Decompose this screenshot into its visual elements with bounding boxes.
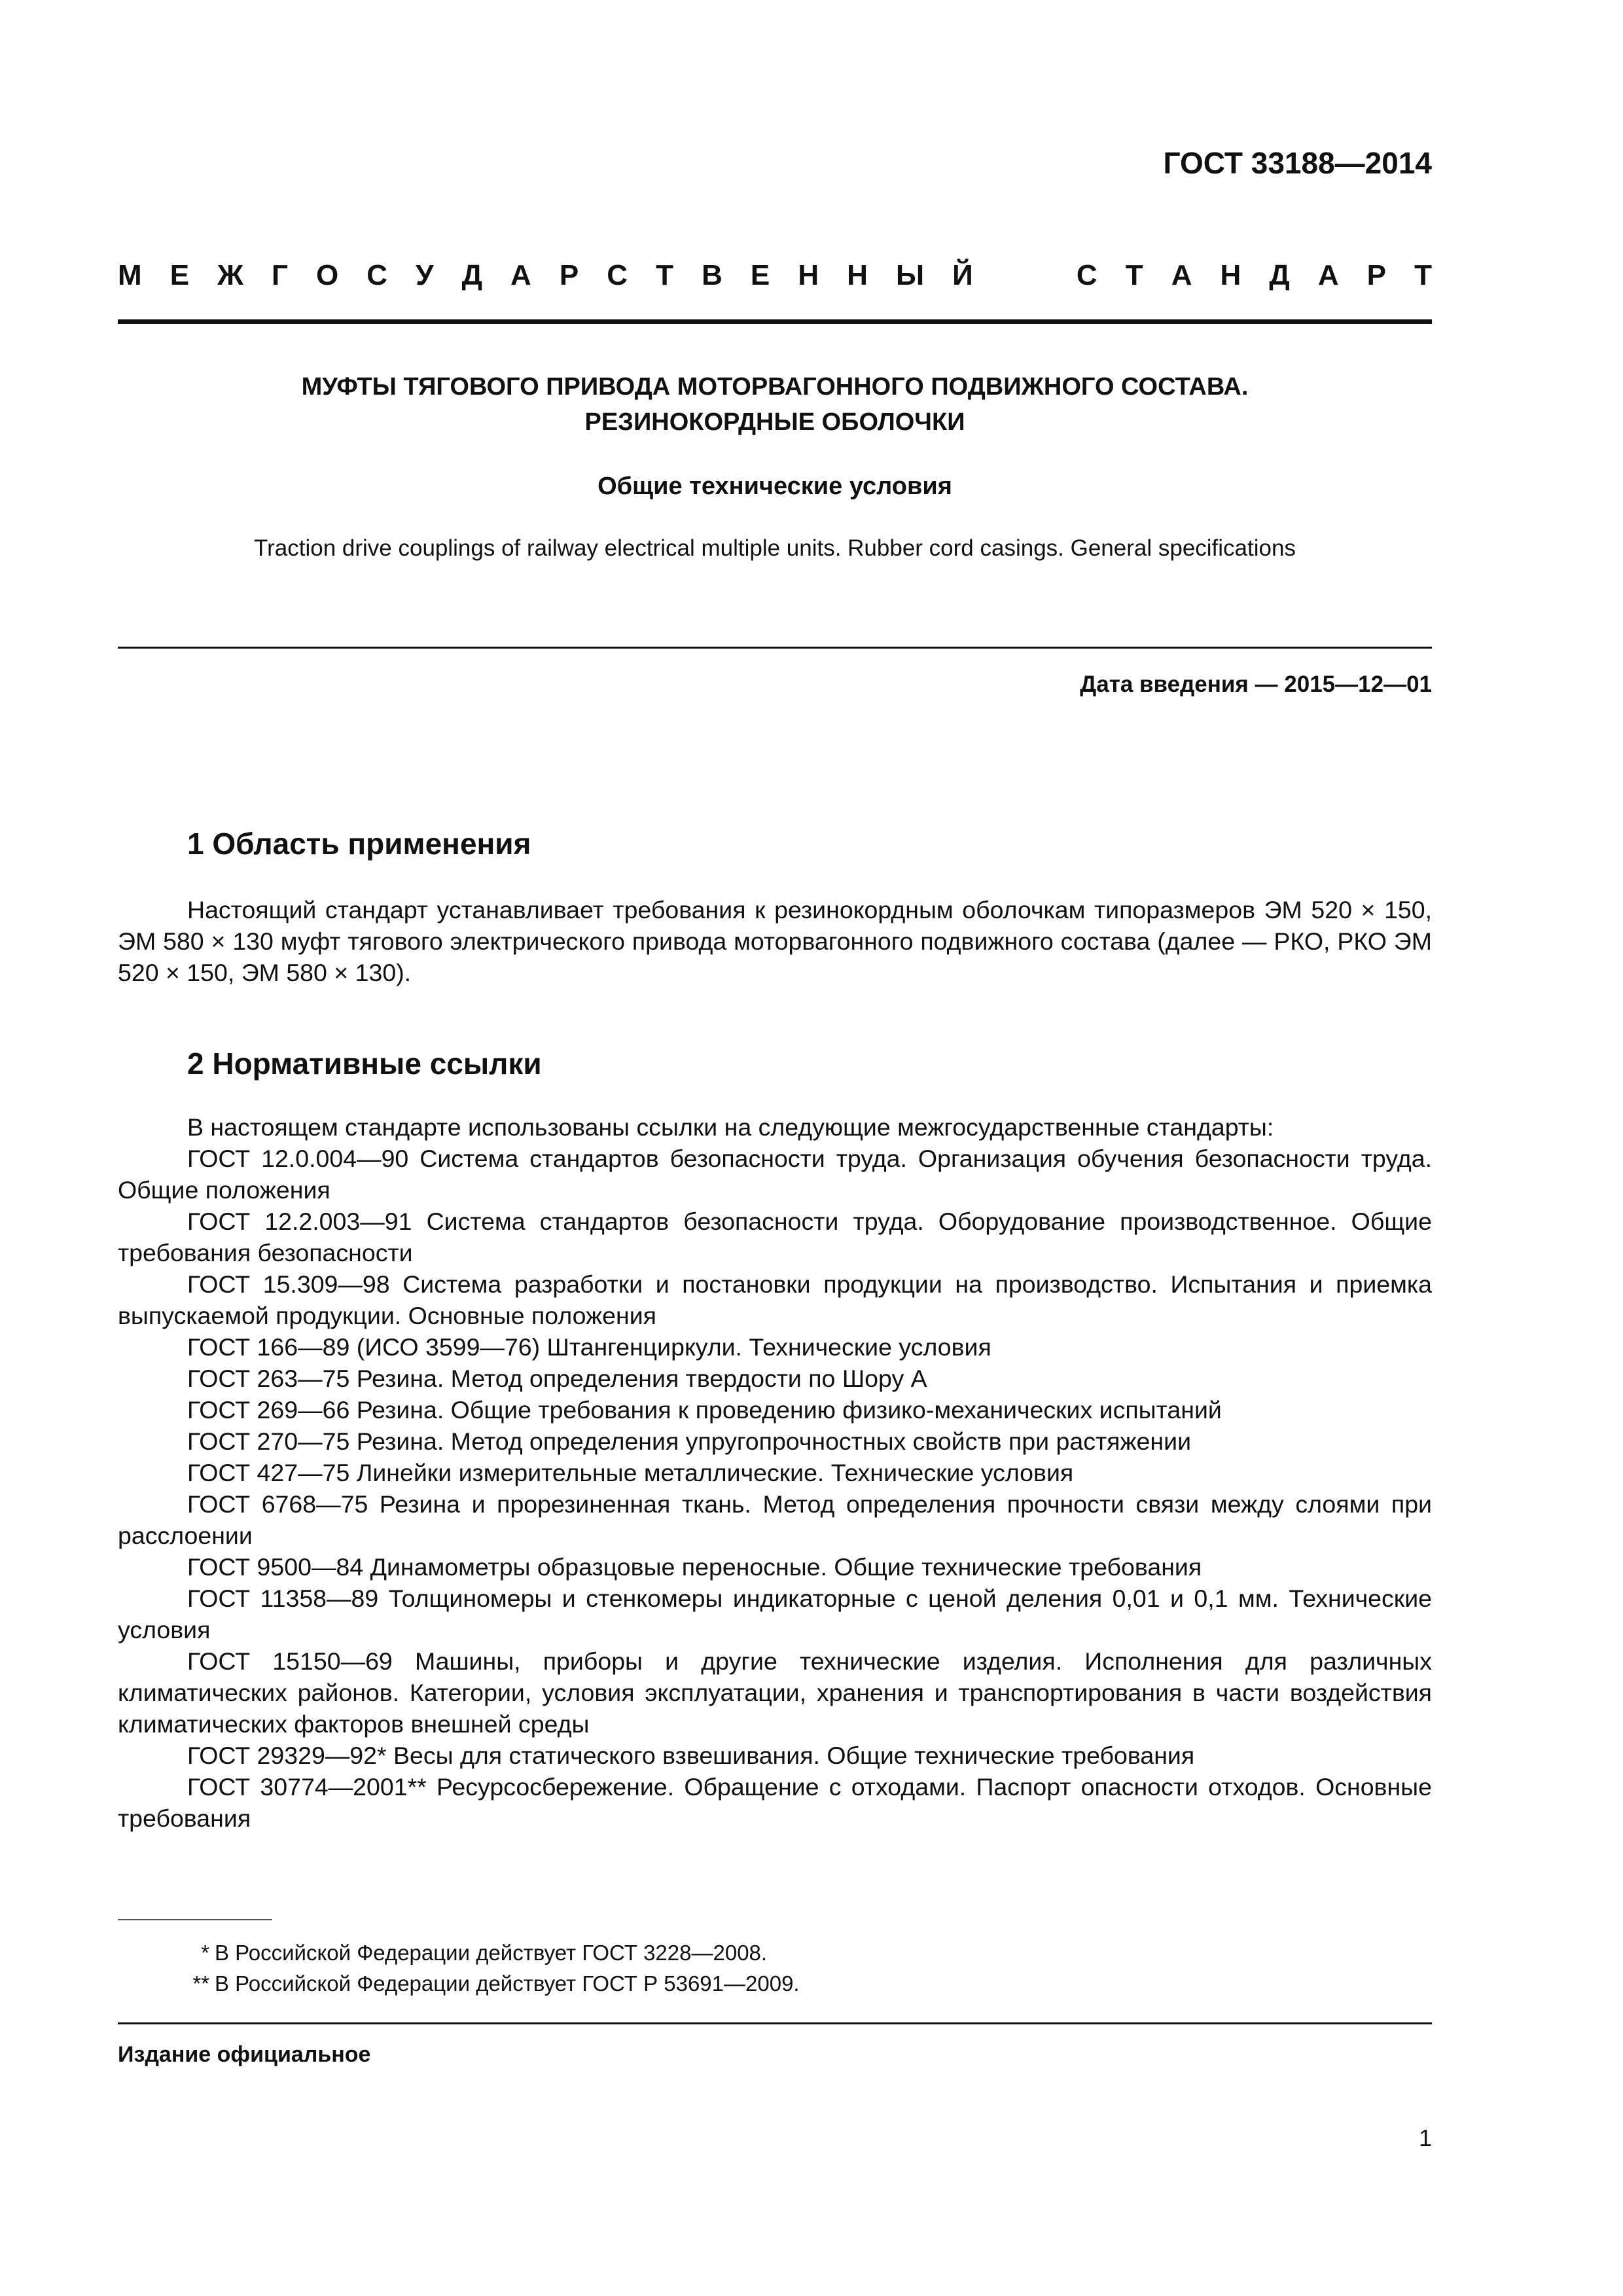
reference-item: ГОСТ 12.0.004—90 Система стандартов безопасности труда. Организация обучения безопасности труда. Общие положения	[118, 1145, 1432, 1204]
section-2-body	[118, 1111, 1432, 1834]
reference-item: ГОСТ 427—75 Линейки измерительные металлические. Технические условия	[187, 1459, 1074, 1486]
reference-item: ГОСТ 15.309—98 Система разработки и постановки продукции на производство. Испытания и приемка выпускаемой продукции. Основные положения	[118, 1270, 1432, 1329]
footnote-text: В Российской Федерации действует ГОСТ 3228—2008.	[215, 1941, 768, 1965]
banner-letter: У	[416, 259, 434, 291]
document-subtitle: Общие технические условия	[597, 473, 952, 500]
page-number: 1	[1418, 2125, 1432, 2151]
standard-number: ГОСТ 33188—2014	[1163, 146, 1432, 180]
reference-item: ГОСТ 9500—84 Динамометры образцовые переносные. Общие технические требования	[187, 1553, 1202, 1581]
document-title	[118, 369, 1432, 440]
reference-item: ГОСТ 263—75 Резина. Метод определения твердости по Шору А	[187, 1365, 927, 1392]
title-divider	[118, 647, 1432, 649]
introduction-date: Дата введения — 2015—12—01	[1080, 672, 1432, 697]
banner-letter: В	[702, 259, 722, 291]
title-line-2: РЕЗИНОКОРДНЫЕ ОБОЛОЧКИ	[584, 408, 965, 436]
banner-letter: Д	[1269, 259, 1290, 291]
banner-letter: А	[1171, 259, 1192, 291]
standard-type-banner	[118, 259, 1432, 292]
banner-letter: Е	[750, 259, 770, 291]
footnote-mark: **	[192, 1971, 209, 1996]
reference-item: ГОСТ 270—75 Резина. Метод определения упругопрочностных свойств при растяжении	[187, 1427, 1192, 1455]
footnote-text: В Российской Федерации действует ГОСТ Р 53691—2009.	[215, 1971, 800, 1996]
reference-item: ГОСТ 12.2.003—91 Система стандартов безопасности труда. Оборудование производственное. Общие требования безопасности	[118, 1208, 1432, 1266]
banner-letter: Д	[461, 259, 482, 291]
banner-letter: М	[118, 259, 142, 291]
banner-letter: Й	[952, 259, 973, 291]
footnotes	[177, 1937, 800, 1999]
banner-letter: Ж	[217, 259, 243, 291]
reference-item: ГОСТ 29329—92* Весы для статического взвешивания. Общие технические требования	[187, 1742, 1195, 1769]
banner-letter: Н	[847, 259, 868, 291]
banner-letter: Р	[1366, 259, 1387, 291]
reference-item: ГОСТ 269—66 Резина. Общие требования к проведению физико-механических испытаний	[187, 1396, 1222, 1424]
banner-letter: Н	[798, 259, 819, 291]
banner-letter: А	[510, 259, 531, 291]
banner-letter: Г	[271, 259, 288, 291]
banner-letter: С	[366, 259, 388, 291]
footnote-mark: *	[201, 1941, 209, 1965]
section-1-paragraph: Настоящий стандарт устанавливает требования к резинокордным оболочкам типоразмеров ЭМ 520 × 150, ЭМ 580 × 130 муфт тягового электрического привода моторвагонного подвижного состава (далее — РКО, РКО ЭМ 520 × 150, ЭМ 580 × 130).	[118, 896, 1432, 986]
header-divider	[118, 319, 1432, 324]
section-2-intro: В настоящем стандарте использованы ссылки на следующие межгосударственные стандарты:	[187, 1113, 1274, 1141]
banner-letter: Т	[1414, 259, 1432, 291]
footnote-divider	[118, 1919, 272, 1920]
banner-letter: Н	[1220, 259, 1241, 291]
banner-letter: С	[607, 259, 628, 291]
reference-item: ГОСТ 30774—2001** Ресурсосбережение. Обращение с отходами. Паспорт опасности отходов. Основные требования	[118, 1773, 1432, 1832]
footer-divider	[118, 2022, 1432, 2024]
reference-item: ГОСТ 15150—69 Машины, приборы и другие технические изделия. Исполнения для различных климатических районов. Категории, условия эксплуатации, хранения и транспортирования в части воздействия климатических факторов внешней среды	[118, 1647, 1432, 1738]
english-title: Traction drive couplings of railway electrical multiple units. Rubber cord casings. General specifications	[254, 535, 1296, 561]
title-line-1: МУФТЫ ТЯГОВОГО ПРИВОДА МОТОРВАГОННОГО ПОДВИЖНОГО СОСТАВА.	[301, 373, 1249, 401]
banner-letter: О	[316, 259, 339, 291]
official-edition-label: Издание официальное	[118, 2042, 371, 2067]
footnote	[177, 1968, 800, 1999]
banner-letter: А	[1317, 259, 1339, 291]
reference-item: ГОСТ 6768—75 Резина и прорезиненная ткань. Метод определения прочности связи между слоями при расслоении	[118, 1490, 1432, 1549]
banner-word-gap	[1001, 259, 1048, 292]
section-1-heading: 1 Область применения	[187, 827, 531, 861]
banner-letter: Т	[1125, 259, 1143, 291]
reference-item: ГОСТ 11358—89 Толщиномеры и стенкомеры индикаторные с ценой деления 0,01 и 0,1 мм. Технические условия	[118, 1585, 1432, 1643]
section-2-heading: 2 Нормативные ссылки	[187, 1047, 542, 1081]
banner-letter: Р	[559, 259, 579, 291]
banner-letter: Е	[169, 259, 190, 291]
section-1-body	[118, 894, 1432, 988]
banner-letter: Ы	[896, 259, 925, 291]
footnote	[177, 1937, 800, 1968]
reference-item: ГОСТ 166—89 (ИСО 3599—76) Штангенциркули. Технические условия	[187, 1333, 991, 1361]
banner-letter: С	[1076, 259, 1097, 291]
banner-letter: Т	[656, 259, 673, 291]
